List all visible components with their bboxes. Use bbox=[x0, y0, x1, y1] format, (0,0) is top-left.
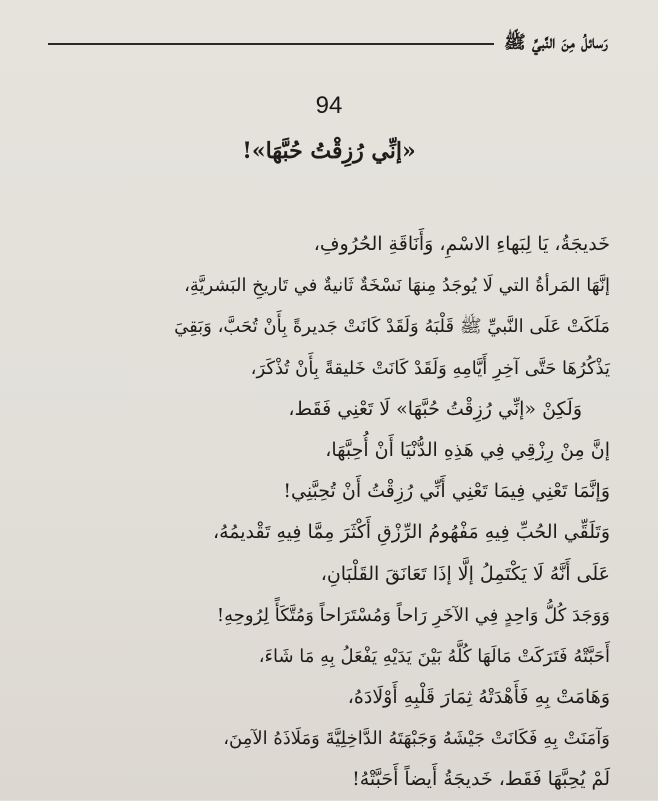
text-line: وَهَامَتْ بِهِ فَأَهْدَتْهُ ثِمَارَ قَلْبِهِ أَوْلَادَهُ، bbox=[347, 686, 610, 709]
text-line: وَتَلَقِّي الحُبِّ فِيهِ مَفْهُومُ الرِّزْقِ أَكْثَرَ مِمَّا فِيهِ تَقْديمُهُ، bbox=[212, 521, 610, 544]
book-title: رَسائلُ مِنَ النَّبيِّ ﷺ bbox=[503, 32, 608, 53]
letter-number: 94 bbox=[315, 92, 343, 119]
text-line: وَآمَنَتْ بِهِ فَكَانَتْ جَيْشَهُ وَجَبْهَتَهُ الدَّاخِلِيَّةَ وَمَلَاذَهُ الآمِنَ، bbox=[223, 728, 610, 750]
text-line: إنَّهَا المَرأةُ التي لَا يُوجَدُ مِنهَا نَسْخَةٌ ثَانيةٌ في تَاريخِ البَشريَّةِ، bbox=[184, 275, 610, 297]
text-line: مَلَكَتْ عَلَى النَّبيِّ ﷺ قَلْبَهُ وَلَقَدْ كَانَتْ جَديرةً بِأَنْ تُحَبَّ، وَبَقِيَ bbox=[174, 316, 610, 338]
header-rule bbox=[48, 43, 494, 45]
text-line: عَلَى أَنَّهُ لَا يَكْتَمِلُ إلَّا إذَا تَعَانَقَ القَلْبَانِ، bbox=[320, 562, 610, 585]
text-line: خَديجَةُ، يَا لِبَهاءِ الاسْمِ، وَأَنَاقَةِ الحُرُوفِ، bbox=[313, 233, 610, 255]
text-line: إنَّ مِنْ رِزْقِي فِي هَذِهِ الدُّنْيَا أَنْ أُحِبَّهَا، bbox=[325, 438, 610, 461]
text-line: يَذْكُرُهَا حَتَّى آخِرِ أَيَّامِهِ وَلَقَدْ كَانَتْ خَليقةً بِأَنْ تُذْكَرَ، bbox=[250, 357, 610, 379]
text-line: وَلَكِنْ «إنِّي رُزِقْتُ حُبَّهَا» لَا تَعْنِي فَقَط، bbox=[288, 397, 582, 420]
running-header bbox=[48, 30, 608, 58]
letter-body bbox=[50, 224, 610, 801]
text-line: وَإنَّمَا تَعْنِي فِيمَا تَعْنِي أَنِّي رُزِقْتُ أَنْ تُحِبَّنِي! bbox=[283, 480, 610, 503]
text-line: لَمْ يُحِبَّهَا فَقَط، خَديجَةُ أَيضاً أَحَبَّتْهُ! bbox=[352, 768, 610, 791]
letter-title: «إنِّي رُزِقْتُ حُبَّهَا»! bbox=[242, 138, 416, 164]
text-line: وَوَجَدَ كُلُّ وَاحِدٍ فِي الآخَرِ رَاحاً وَمُسْتَرَاحاً وَمُتَّكَأً لِرُوحِهِ! bbox=[216, 604, 610, 626]
text-line: أَحَبَّتْهُ فَتَرَكَتْ مَالَهَا كُلَّهُ بَيْنَ يَدَيْهِ يَفْعَلُ بِهِ مَا شَاءَ، bbox=[258, 645, 610, 667]
